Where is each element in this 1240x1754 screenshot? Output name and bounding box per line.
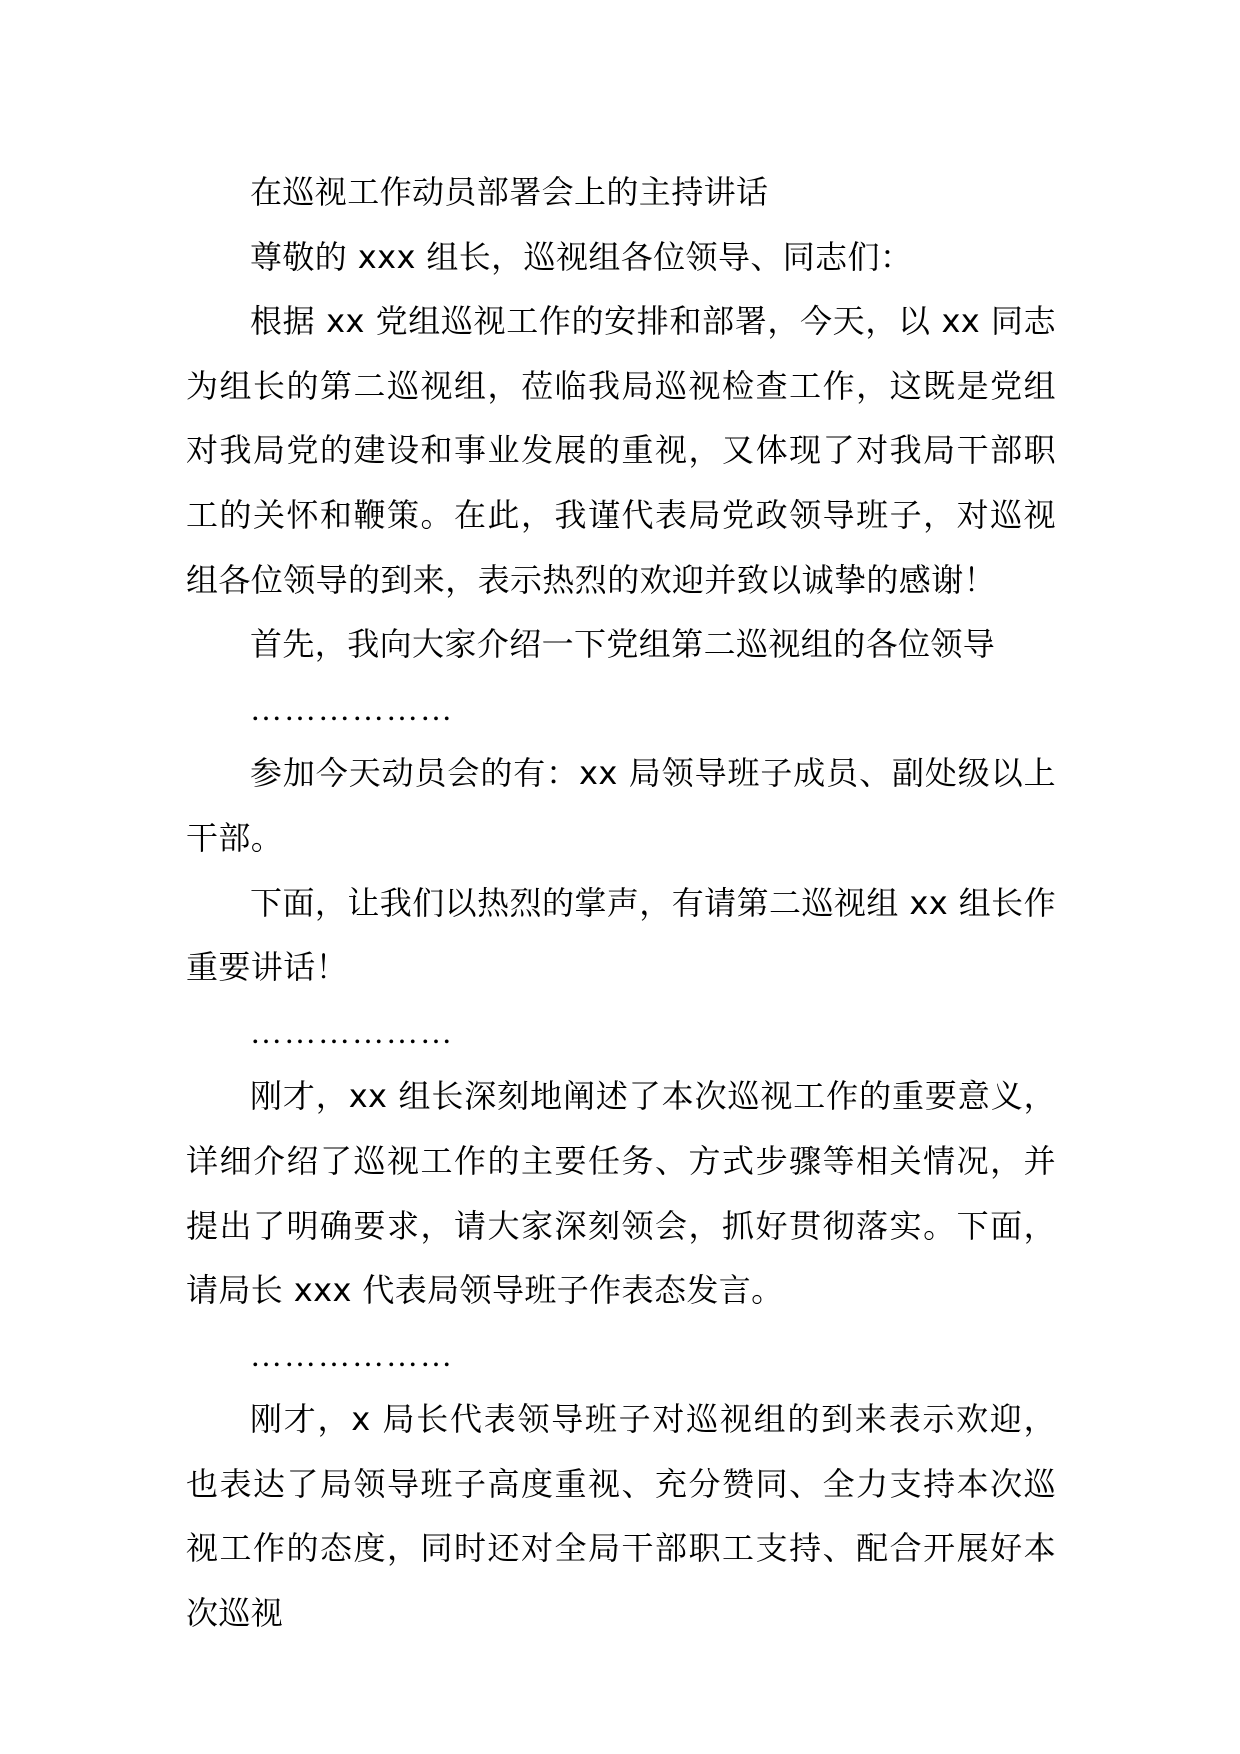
- ellipsis-line: ………………: [250, 690, 454, 727]
- paragraph: 根据 xx 党组巡视工作的安排和部署，今天，以 xx 同志为组长的第二巡视组，莅临我局巡视检查工作，这既是党组对我局党的建设和事业发展的重视，又体现了对我局干部职工的关怀和鞭策。在此，我谨代表局党政领导班子，对巡视组各位领导的到来，表示热烈的欢迎并致以诚挚的感谢！: [186, 302, 1056, 599]
- ellipsis-line: ………………: [250, 1336, 454, 1373]
- ellipsis-line: ………………: [250, 1013, 454, 1050]
- paragraph: 刚才，xx 组长深刻地阐述了本次巡视工作的重要意义，详细介绍了巡视工作的主要任务、方式步骤等相关情况，并提出了明确要求，请大家深刻领会，抓好贯彻落实。下面，请局长 xxx 代表局领导班子作表态发言。: [186, 1077, 1056, 1310]
- paragraph: 刚才，x 局长代表领导班子对巡视组的到来表示欢迎，也表达了局领导班子高度重视、充分赞同、全力支持本次巡视工作的态度，同时还对全局干部职工支持、配合开展好本次巡视: [186, 1400, 1056, 1633]
- paragraph: 下面，让我们以热烈的掌声，有请第二巡视组 xx 组长作重要讲话！: [186, 883, 1056, 987]
- paragraph: 首先，我向大家介绍一下党组第二巡视组的各位领导: [250, 625, 996, 664]
- paragraph: 参加今天动员会的有：xx 局领导班子成员、副处级以上干部。: [186, 754, 1056, 857]
- document-body: [186, 160, 1056, 1646]
- document-title: 在巡视工作动员部署会上的主持讲话: [250, 173, 769, 211]
- salutation: 尊敬的 xxx 组长，巡视组各位领导、同志们：: [250, 237, 913, 276]
